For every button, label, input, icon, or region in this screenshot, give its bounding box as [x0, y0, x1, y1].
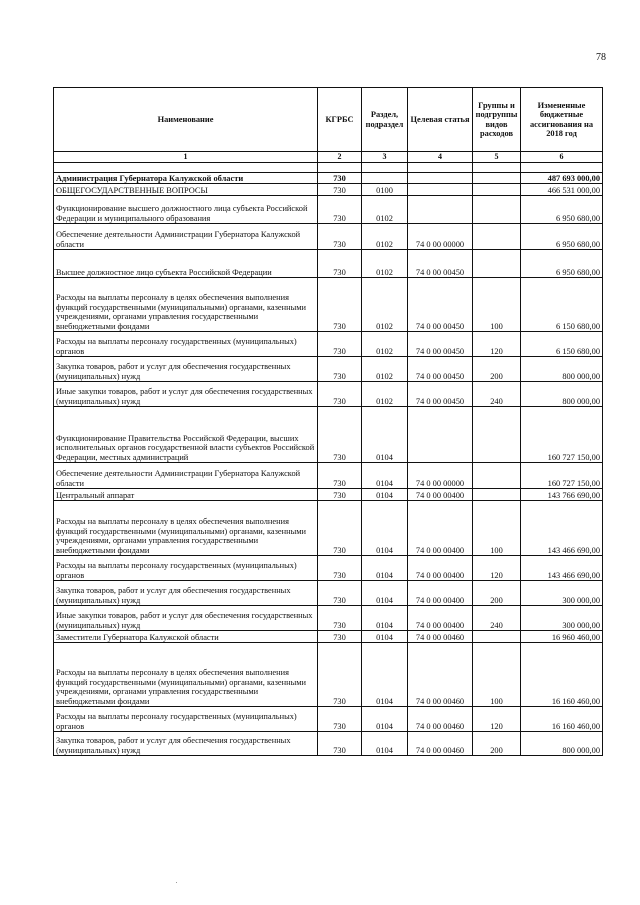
row-kgrbs: 730: [318, 606, 362, 631]
table-row: [54, 581, 603, 606]
row-target-article: 74 0 00 00460: [408, 643, 473, 707]
row-expense-group: 120: [473, 707, 521, 732]
row-amount: 143 466 690,00: [521, 501, 603, 556]
row-target-article: 74 0 00 00450: [408, 332, 473, 357]
row-section: 0104: [362, 707, 408, 732]
row-kgrbs: 730: [318, 732, 362, 756]
row-amount: 487 693 000,00: [521, 173, 603, 184]
row-name: Расходы на выплаты персоналу в целях обеспечения выполнения функций государственными (муниципальными) органами, казенными учреждениями, органами управления государственными внебюджетными фондами: [54, 643, 318, 707]
row-amount: 16 160 460,00: [521, 643, 603, 707]
row-expense-group: [473, 407, 521, 463]
row-amount: 6 150 680,00: [521, 332, 603, 357]
row-amount: 6 950 680,00: [521, 224, 603, 250]
header-row: [54, 88, 603, 152]
row-section: 0102: [362, 250, 408, 278]
row-section: 0104: [362, 407, 408, 463]
row-kgrbs: 730: [318, 501, 362, 556]
table-row: [54, 407, 603, 463]
table-row: [54, 606, 603, 631]
row-amount: 800 000,00: [521, 732, 603, 756]
row-name: Обеспечение деятельности Администрации Губернатора Калужской области: [54, 463, 318, 489]
row-kgrbs: 730: [318, 407, 362, 463]
row-expense-group: 200: [473, 732, 521, 756]
table-row: [54, 643, 603, 707]
row-expense-group: 100: [473, 501, 521, 556]
row-name: Администрация Губернатора Калужской области: [54, 173, 318, 184]
row-name: Высшее должностное лицо субъекта Российской Федерации: [54, 250, 318, 278]
row-target-article: 74 0 00 00450: [408, 357, 473, 382]
row-kgrbs: 730: [318, 643, 362, 707]
header-group: Группы и подгруппы видов расходов: [473, 88, 521, 152]
row-name: Иные закупки товаров, работ и услуг для обеспечения государственных (муниципальных) нужд: [54, 606, 318, 631]
row-expense-group: [473, 196, 521, 224]
row-section: 0104: [362, 489, 408, 501]
column-number: 3: [362, 152, 408, 163]
row-target-article: 74 0 00 00000: [408, 224, 473, 250]
row-expense-group: [473, 224, 521, 250]
header-sum: Измененные бюджетные ассигнования на 2018 год: [521, 88, 603, 152]
column-number: 4: [408, 152, 473, 163]
row-kgrbs: 730: [318, 556, 362, 581]
page-number: 78: [596, 52, 606, 63]
row-expense-group: 100: [473, 278, 521, 332]
row-target-article: 74 0 00 00450: [408, 250, 473, 278]
row-name: Расходы на выплаты персоналу в целях обеспечения выполнения функций государственными (муниципальными) органами, казенными учреждениями, органами управления государственными внебюджетными фондами: [54, 501, 318, 556]
column-number: 2: [318, 152, 362, 163]
row-target-article: 74 0 00 00450: [408, 382, 473, 407]
row-expense-group: [473, 184, 521, 196]
row-target-article: 74 0 00 00000: [408, 463, 473, 489]
header-target: Целевая статья: [408, 88, 473, 152]
row-kgrbs: 730: [318, 707, 362, 732]
row-target-article: 74 0 00 00460: [408, 707, 473, 732]
row-name: Заместители Губернатора Калужской области: [54, 631, 318, 643]
row-kgrbs: 730: [318, 332, 362, 357]
row-kgrbs: 730: [318, 250, 362, 278]
row-expense-group: 120: [473, 332, 521, 357]
row-name: Закупка товаров, работ и услуг для обеспечения государственных (муниципальных) нужд: [54, 357, 318, 382]
row-kgrbs: 730: [318, 278, 362, 332]
header-kgrbs: КГРБС: [318, 88, 362, 152]
table-row: [54, 732, 603, 756]
row-kgrbs: 730: [318, 489, 362, 501]
row-expense-group: 200: [473, 581, 521, 606]
row-name: Расходы на выплаты персоналу государственных (муниципальных) органов: [54, 707, 318, 732]
row-kgrbs: 730: [318, 196, 362, 224]
column-number: 5: [473, 152, 521, 163]
row-target-article: 74 0 00 00400: [408, 489, 473, 501]
budget-table: [53, 87, 603, 756]
row-section: 0102: [362, 196, 408, 224]
table-row: [54, 707, 603, 732]
row-amount: 16 960 460,00: [521, 631, 603, 643]
row-target-article: [408, 196, 473, 224]
table-row: [54, 250, 603, 278]
row-name: Функционирование высшего должностного лица субъекта Российской Федерации и муниципального образования: [54, 196, 318, 224]
row-section: 0102: [362, 278, 408, 332]
row-kgrbs: 730: [318, 463, 362, 489]
table-row: [54, 382, 603, 407]
column-number: 1: [54, 152, 318, 163]
row-name: Функционирование Правительства Российской Федерации, высших исполнительных органов государственной власти субъектов Российской Федерации, местных администраций: [54, 407, 318, 463]
spacer-row: [54, 163, 603, 173]
table-row: [54, 184, 603, 196]
column-number-row: [54, 152, 603, 163]
row-amount: 160 727 150,00: [521, 407, 603, 463]
row-section: 0100: [362, 184, 408, 196]
row-section: 0102: [362, 224, 408, 250]
row-section: 0104: [362, 606, 408, 631]
row-amount: 300 000,00: [521, 581, 603, 606]
row-amount: 6 950 680,00: [521, 196, 603, 224]
row-expense-group: 240: [473, 382, 521, 407]
row-amount: 466 531 000,00: [521, 184, 603, 196]
table-row: [54, 196, 603, 224]
row-section: 0104: [362, 556, 408, 581]
row-kgrbs: 730: [318, 184, 362, 196]
row-target-article: 74 0 00 00450: [408, 278, 473, 332]
row-target-article: 74 0 00 00460: [408, 732, 473, 756]
table-row: [54, 501, 603, 556]
row-section: 0104: [362, 631, 408, 643]
row-kgrbs: 730: [318, 382, 362, 407]
row-name: Расходы на выплаты персоналу государственных (муниципальных) органов: [54, 332, 318, 357]
table-row: [54, 463, 603, 489]
header-section: Раздел, подраздел: [362, 88, 408, 152]
row-target-article: 74 0 00 00400: [408, 556, 473, 581]
row-name: Закупка товаров, работ и услуг для обеспечения государственных (муниципальных) нужд: [54, 732, 318, 756]
row-name: Иные закупки товаров, работ и услуг для обеспечения государственных (муниципальных) нужд: [54, 382, 318, 407]
row-kgrbs: 730: [318, 357, 362, 382]
row-expense-group: 240: [473, 606, 521, 631]
row-section: 0102: [362, 357, 408, 382]
row-kgrbs: 730: [318, 631, 362, 643]
row-target-article: 74 0 00 00400: [408, 581, 473, 606]
row-amount: 800 000,00: [521, 382, 603, 407]
row-expense-group: [473, 173, 521, 184]
row-name: Закупка товаров, работ и услуг для обеспечения государственных (муниципальных) нужд: [54, 581, 318, 606]
header-name: Наименование: [54, 88, 318, 152]
column-number: 6: [521, 152, 603, 163]
table-row: [54, 489, 603, 501]
row-expense-group: 200: [473, 357, 521, 382]
row-amount: 300 000,00: [521, 606, 603, 631]
row-target-article: [408, 184, 473, 196]
table-row: [54, 332, 603, 357]
row-target-article: [408, 407, 473, 463]
table-body: [54, 163, 603, 756]
table-row: [54, 224, 603, 250]
row-expense-group: 120: [473, 556, 521, 581]
row-name: Расходы на выплаты персоналу государственных (муниципальных) органов: [54, 556, 318, 581]
row-target-article: 74 0 00 00400: [408, 606, 473, 631]
row-name: Обеспечение деятельности Администрации Губернатора Калужской области: [54, 224, 318, 250]
row-target-article: 74 0 00 00400: [408, 501, 473, 556]
row-section: [362, 173, 408, 184]
row-name: Центральный аппарат: [54, 489, 318, 501]
row-name: ОБЩЕГОСУДАРСТВЕННЫЕ ВОПРОСЫ: [54, 184, 318, 196]
row-amount: 143 466 690,00: [521, 556, 603, 581]
row-section: 0104: [362, 732, 408, 756]
row-expense-group: [473, 489, 521, 501]
table-row: [54, 357, 603, 382]
row-section: 0102: [362, 332, 408, 357]
row-amount: 800 000,00: [521, 357, 603, 382]
row-section: 0102: [362, 382, 408, 407]
row-amount: 6 150 680,00: [521, 278, 603, 332]
row-target-article: 74 0 00 00460: [408, 631, 473, 643]
table-row: [54, 631, 603, 643]
row-section: 0104: [362, 643, 408, 707]
table-row: [54, 556, 603, 581]
row-section: 0104: [362, 501, 408, 556]
row-expense-group: [473, 250, 521, 278]
row-name: Расходы на выплаты персоналу в целях обеспечения выполнения функций государственными (муниципальными) органами, казенными учреждениями, органами управления государственными внебюджетными фондами: [54, 278, 318, 332]
row-amount: 6 950 680,00: [521, 250, 603, 278]
row-kgrbs: 730: [318, 581, 362, 606]
table-row: [54, 173, 603, 184]
row-amount: 143 766 690,00: [521, 489, 603, 501]
row-expense-group: [473, 631, 521, 643]
row-kgrbs: 730: [318, 224, 362, 250]
row-expense-group: 100: [473, 643, 521, 707]
row-expense-group: [473, 463, 521, 489]
row-kgrbs: 730: [318, 173, 362, 184]
row-target-article: [408, 173, 473, 184]
row-amount: 16 160 460,00: [521, 707, 603, 732]
table-row: [54, 278, 603, 332]
scan-speck: [176, 882, 177, 883]
row-section: 0104: [362, 581, 408, 606]
row-section: 0104: [362, 463, 408, 489]
row-amount: 160 727 150,00: [521, 463, 603, 489]
